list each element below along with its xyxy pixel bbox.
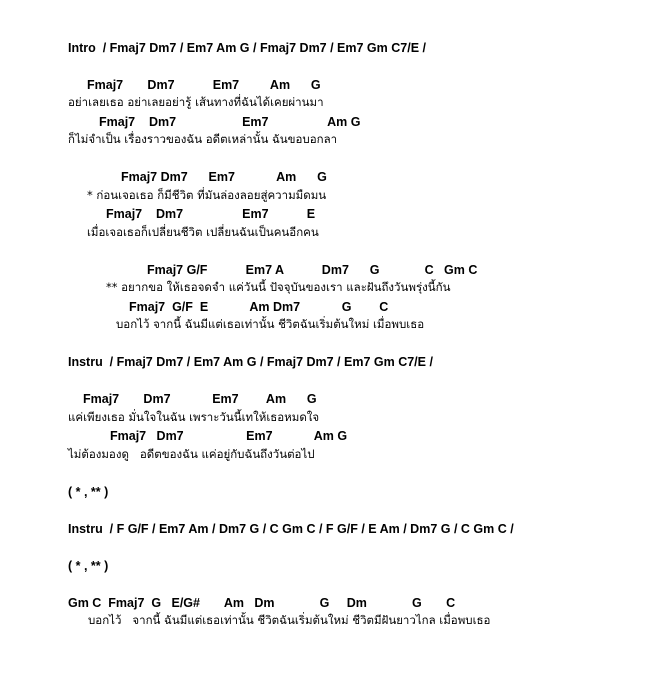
chorus-lyric-1: ** อยากขอ ให้เธอจดจำ แค่วันนี้ ปัจจุบันของเรา และฝันถึงวันพรุ่งนี้กัน: [106, 280, 451, 294]
verse1-lyric-1: อย่าเลยเธอ อย่าเลยอย่ารู้ เส้นทางที่ฉันได้เคยผ่านมา: [68, 95, 324, 109]
chorus-lyric-2: บอกไว้ จากนี้ ฉันมีแต่เธอเท่านั้น ชีวิตฉันเริ่มต้นใหม่ เมื่อพบเธอ: [116, 317, 425, 331]
verse1-chords-2: Fmaj7 Dm7 Em7 Am G: [99, 115, 361, 129]
verse2-chords-2: Fmaj7 Dm7 Em7 Am G: [110, 429, 348, 443]
verse1-chords-1: Fmaj7 Dm7 Em7 Am G: [87, 78, 321, 92]
outro-lyric: บอกไว้ จากนี้ ฉันมีแต่เธอเท่านั้น ชีวิตฉันเริ่มต้นใหม่ ชีวิตมีฝันยาวไกล เมื่อพบเธอ: [88, 613, 491, 627]
outro-chords: Gm C Fmaj7 G E/G# Am Dm G Dm G C: [68, 596, 456, 610]
verse2-lyric-1: แค่เพียงเธอ มั่นใจในฉัน เพราะวันนี้เทให้เธอหมดใจ: [68, 410, 320, 424]
verse2-chords-1: Fmaj7 Dm7 Em7 Am G: [83, 392, 317, 406]
repeat-marker-1: ( * , ** ): [68, 485, 109, 499]
prechorus-chords-2: Fmaj7 Dm7 Em7 E: [106, 207, 316, 221]
intro-line: Intro / Fmaj7 Dm7 / Em7 Am G / Fmaj7 Dm7 / Em7 Gm C7/E /: [68, 41, 426, 55]
verse2-lyric-2: ไม่ต้องมองดู อดีตของฉัน แค่อยู่กับฉันถึงวันต่อไป: [68, 447, 315, 461]
prechorus-lyric-2: เมื่อเจอเธอก็เปลี่ยนชีวิต เปลี่ยนฉันเป็นคนอีกคน: [87, 225, 319, 239]
repeat-marker-2: ( * , ** ): [68, 559, 109, 573]
chorus-chords-1: Fmaj7 G/F Em7 A Dm7 G C Gm C: [147, 263, 478, 277]
prechorus-lyric-1: * ก่อนเจอเธอ ก็มีชีวิต ที่มันล่องลอยสู่ความมืดมน: [87, 188, 327, 202]
verse1-lyric-2: ก็ไม่จำเป็น เรื่องราวของฉัน อดีตเหล่านั้น ฉันขอบอกลา: [68, 132, 338, 146]
chorus-chords-2: Fmaj7 G/F E Am Dm7 G C: [129, 300, 389, 314]
prechorus-chords-1: Fmaj7 Dm7 Em7 Am G: [121, 170, 327, 184]
instru-line-2: Instru / F G/F / Em7 Am / Dm7 G / C Gm C / F G/F / E Am / Dm7 G / C Gm C /: [68, 522, 514, 536]
instru-line-1: Instru / Fmaj7 Dm7 / Em7 Am G / Fmaj7 Dm7 / Em7 Gm C7/E /: [68, 355, 433, 369]
